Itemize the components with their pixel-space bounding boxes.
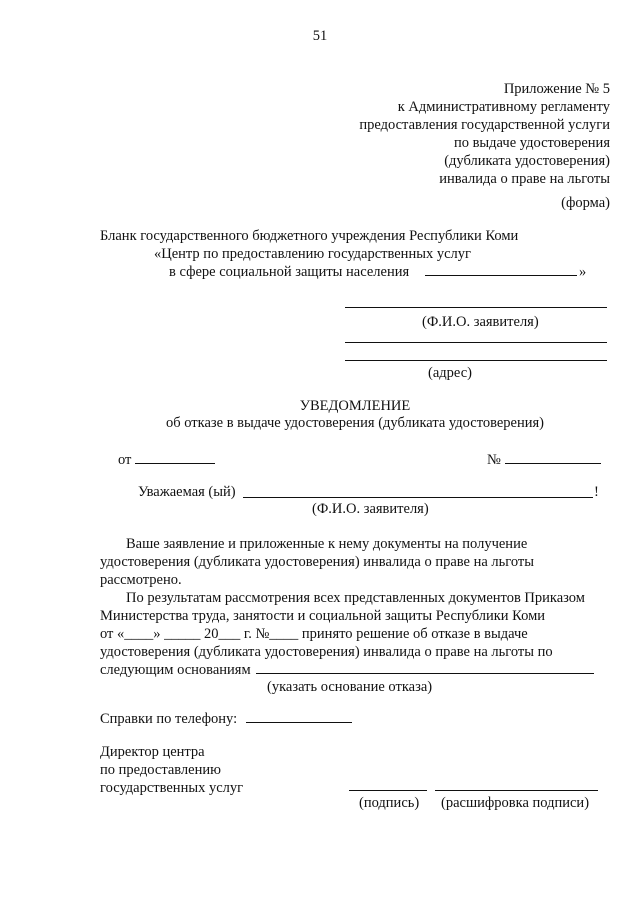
- appendix-line: (дубликата удостоверения): [444, 153, 610, 169]
- recipient-address-line-1: [345, 342, 607, 343]
- appendix-line: к Административному регламенту: [397, 99, 610, 115]
- signatory-line: государственных услуг: [100, 780, 244, 796]
- signature-caption: (подпись): [359, 795, 420, 811]
- letterhead-line: Бланк государственного бюджетного учреждения Республики Коми: [100, 228, 519, 244]
- letterhead-fill-line: [425, 275, 577, 276]
- recipient-address-line-2: [345, 360, 607, 361]
- body-line: рассмотрено.: [100, 572, 182, 588]
- appendix-line: предоставления государственной услуги: [359, 117, 610, 133]
- number-fill-line: [505, 463, 601, 464]
- body-line: Министерства труда, занятости и социальной защиты Республики Коми: [100, 608, 546, 624]
- greeting-fill-line: [243, 497, 593, 498]
- appendix-block: [359, 80, 610, 188]
- reason-caption: (указать основание отказа): [267, 679, 433, 695]
- letterhead-quote: »: [579, 264, 587, 280]
- greeting-exclamation: !: [594, 484, 599, 500]
- signature-decode-caption: (расшифровка подписи): [441, 795, 590, 811]
- body-line: По результатам рассмотрения всех представленных документов Приказом: [126, 590, 585, 606]
- signatory-line: по предоставлению: [100, 762, 221, 778]
- signature-fill-line: [349, 790, 427, 791]
- greeting-text: Уважаемая (ый): [138, 484, 236, 500]
- body-line: следующим основаниям: [100, 662, 251, 678]
- letterhead-line: «Центр по предоставлению государственных услуг: [154, 246, 471, 262]
- body-line: от «____» _____ 20___ г. №____ принято решение об отказе в выдаче: [100, 626, 528, 642]
- appendix-line: Приложение № 5: [503, 81, 610, 97]
- phone-fill-line: [246, 722, 352, 723]
- phone-label: Справки по телефону:: [100, 711, 238, 727]
- body-line: удостоверения (дубликата удостоверения) инвалида о праве на льготы по: [100, 644, 553, 660]
- appendix-line: инвалида о праве на льготы: [439, 171, 610, 187]
- body-line: удостоверения (дубликата удостоверения) инвалида о праве на льготы: [100, 554, 534, 570]
- recipient-fio-caption: (Ф.И.О. заявителя): [422, 314, 539, 330]
- body-line: Ваше заявление и приложенные к нему документы на получение: [126, 536, 528, 552]
- date-fill-line: [135, 463, 215, 464]
- appendix-line: по выдаче удостоверения: [453, 135, 610, 151]
- greeting-caption: (Ф.И.О. заявителя): [312, 501, 429, 517]
- reason-fill-line: [256, 673, 594, 674]
- document-title: УВЕДОМЛЕНИЕ: [299, 398, 411, 414]
- signatory-line: Директор центра: [100, 744, 205, 760]
- letterhead-line: в сфере социальной защиты населения: [169, 264, 410, 280]
- recipient-fio-line: [345, 307, 607, 308]
- signature-decode-fill-line: [435, 790, 598, 791]
- page-number: 51: [312, 28, 328, 44]
- document-subtitle: об отказе в выдаче удостоверения (дубликата удостоверения): [166, 415, 544, 431]
- date-from-label: от: [118, 452, 132, 468]
- recipient-address-caption: (адрес): [428, 365, 472, 381]
- form-label: (форма): [561, 195, 610, 211]
- number-label: №: [487, 452, 501, 468]
